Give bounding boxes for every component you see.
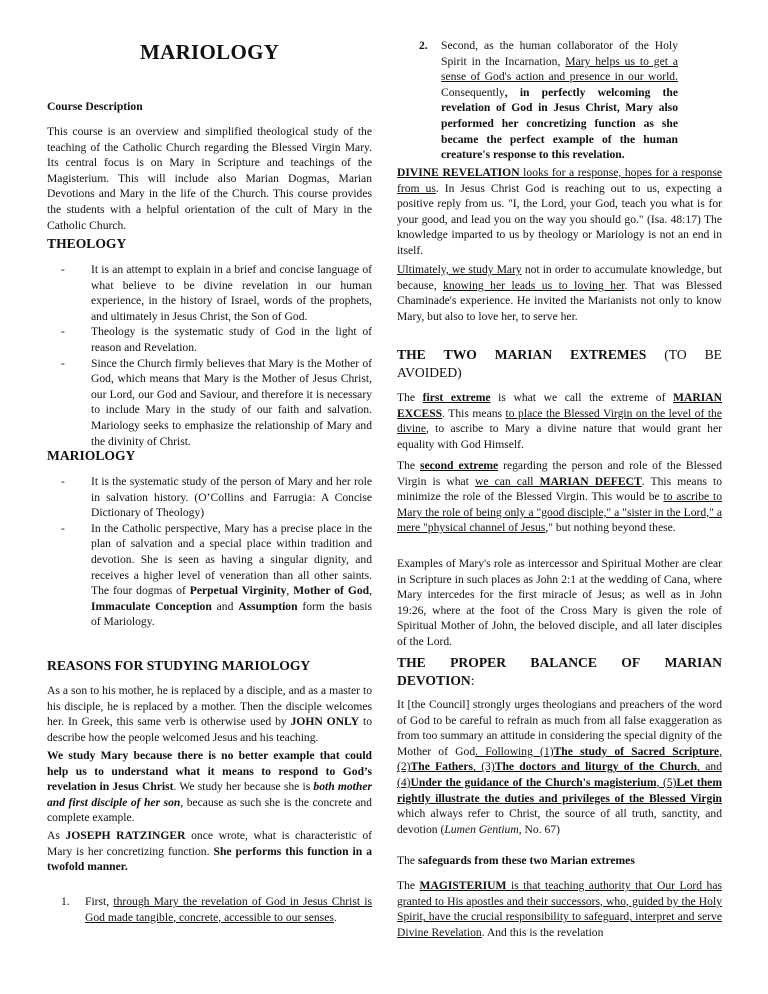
ultimately-paragraph: Ultimately, we study Mary not in order to accumulate knowledge, but because, knowing her leads us to loving her. That was Blessed Chaminade's experience. He invited the Marianists not only to know Mary, but also to love her, to serve her. [397, 263, 722, 323]
magisterium-paragraph: The MAGISTERIUM is that teaching authority that Our Lord has granted to His apostles and their successors, who, guided by the Holy Spirit, have the crucial responsibility to safeguard, interpret and serve Divine Revelation. And this is the revelation [397, 879, 722, 939]
mariology-heading: MARIOLOGY [47, 448, 136, 463]
first-extreme-paragraph: The first extreme is what we call the extreme of MARIAN EXCESS. This means to place the Blessed Virgin on the level of the divine, to ascribe to Mary a divine nature that would grant her equality with God Himself. [397, 391, 722, 451]
examples-paragraph: Examples of Mary's role as intercessor and Spiritual Mother are clear in Scripture in such places as John 2:1 at the wedding of Cana, where Mary intercedes for the first miracle of Jesus; as well as in John 19:26, where at the foot of the Cross Mary is given the role of Spiritual Mother of John, the beloved disciple, and all later disciples of the Lord. [397, 557, 722, 648]
theology-heading: THEOLOGY [47, 236, 127, 251]
council-paragraph: It [the Council] strongly urges theologians and preachers of the word of God to be careful to refrain as much from all false exaggeration as from too summary an attitude in considering the special dignity of the Mother of God. Following (1)The study of Sacred Scripture, (2)The Fathers, (3)The doctors and liturgy of the Church, and (4)Under the guidance of the Church's magisterium, (5)Let them rightly illustrate the duties and privileges of the Blessed Virgin which always refer to Christ, the source of all truth, sanctity, and devotion (Lumen Gentium, No. 67) [397, 698, 722, 836]
divine-revelation-paragraph: DIVINE REVELATION looks for a response, hopes for a response from us. In Jesus Christ God is reaching out to us, expecting a positive reply from us. "I, the Lord, your God, teach you what is for your good, and lead you on the way you should go." (Isa. 48:17) The knowledge imparted to us by theology or Mariology is not an end in itself. [397, 166, 722, 257]
theology-list [47, 262, 372, 449]
course-description-heading: Course Description [47, 100, 143, 113]
list-item: - It is an attempt to explain in a brief and concise language of what believe to be divine revelation in our human experience, in the history of Israel, words of the prophets, and ultimately in Jesus Christ, the Son of God. [47, 262, 372, 324]
dogma-mother-of-god: Mother of God [293, 584, 370, 598]
dogma-assumption: Assumption [238, 599, 298, 613]
two-extremes-heading: THE TWO MARIAN EXTREMES (TO BE AVOIDED) [397, 347, 722, 380]
reasons-paragraph-3: As JOSEPH RATZINGER once wrote, what is characteristic of Mary is her concretizing function. She performs this function in a twofold manner. [47, 829, 372, 874]
list-item: - Since the Church firmly believes that Mary is the Mother of God, which means that Mary is the Mother of Jesus Christ, our Lord, our God and Saviour, and therefore it is necessary to include Mary in the study of our faith and salvation. Mariology seeks to emphasize the relationship of Mary and the divinity of Christ. [47, 356, 372, 450]
list-item: - In the Catholic perspective, Mary has a precise place in the plan of salvation and a special place within tradition and devotion. She is seen as having a singular dignity, and receives a higher level of veneration than all other saints. The four dogmas of Perpetual Virginity, Mother of God, Immaculate Conception and Assumption form the basis of Mariology. [47, 521, 372, 630]
list-item: - It is the systematic study of the person of Mary and her role in salvation history. (O’Collins and Farrugia: A Concise Dictionary of Theology) [47, 474, 372, 521]
page-title: MARIOLOGY [140, 40, 280, 64]
dogma-immaculate-conception: Immaculate Conception [91, 599, 212, 613]
reasons-paragraph-1: As a son to his mother, he is replaced by a disciple, and as a master to his disciple, he is replaced by a mother. Then the disciple welcomes her. In Greek, this same verb is otherwise used by JOHN ONLY to describe how the people welcomed Jesus and his teaching. [47, 684, 373, 744]
reasons-heading: REASONS FOR STUDYING MARIOLOGY [47, 658, 311, 673]
list-item: - Theology is the systematic study of God in the light of reason and Revelation. [47, 324, 372, 355]
second-extreme-paragraph: The second extreme regarding the person and role of the Blessed Virgin is what we can call MARIAN DEFECT. This means to minimize the role of the Blessed Virgin. This would be to ascribe to Mary the role of being only a "good disciple," a "sister in the Lord," a mere "physical channel of Jesus," but nothing beyond these. [397, 459, 722, 535]
safeguards-line: The safeguards from these two Marian extremes [397, 854, 635, 867]
left-column [47, 0, 373, 924]
list-item-second: 2. Second, as the human collaborator of the Holy Spirit in the Incarnation, Mary helps us to get a sense of God's action and presence in our world. Consequently, in perfectly welcoming the revelation of God in Jesus Christ, Mary also performed her concretizing function as she became the perfect example of the human creature's response to this revelation. [419, 39, 679, 162]
right-column [397, 0, 722, 939]
dogma-perpetual-virginity: Perpetual Virginity [189, 584, 287, 598]
proper-balance-heading: THE PROPER BALANCE OF MARIAN DEVOTION: [397, 655, 722, 688]
list-item-first: 1. First, through Mary the revelation of God in Jesus Christ is God made tangible, concrete, accessible to our senses. [61, 895, 372, 924]
reasons-paragraph-2: We study Mary because there is no better example that could help us to understand what it means to respond to God’s revelation in Jesus Christ. We study her because she is both mother and first disciple of her son, because as such she is the concrete and complete example. [47, 749, 372, 825]
course-description-text: This course is an overview and simplified theological study of the teaching of the Catholic Church regarding the Blessed Virgin Mary. Its central focus is on Mary in Scripture and teachings of the Magisterium. This will include also Marian Dogmas, Marian Devotions and Mary in the life of the Church. This course provides the students with a helpful orientation of the cult of Mary in the Catholic Church. [47, 125, 372, 232]
mariology-list [47, 474, 372, 630]
